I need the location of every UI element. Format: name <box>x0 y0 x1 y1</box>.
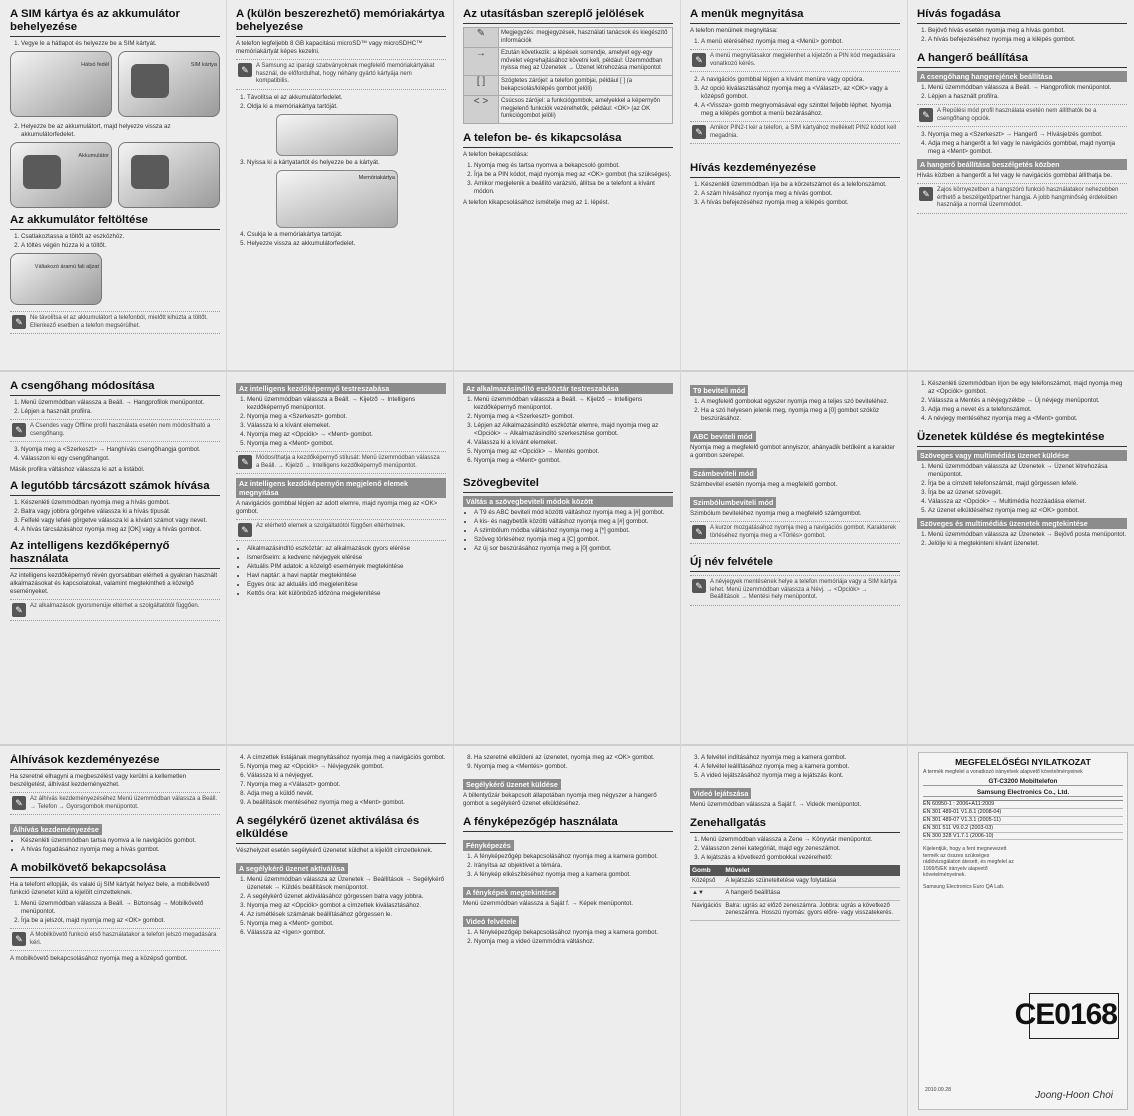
subsection-title: Az intelligens kezdőképernyőn megjelenő elemek megnyitása <box>236 478 446 498</box>
subsection-title: Számbeviteli mód <box>690 468 757 479</box>
list-item: 4. A címzettek listájának megnyitásához nyomja meg a navigációs gombot. <box>247 754 446 762</box>
panel-divider <box>0 370 1134 372</box>
table-cell: Csúcsos zárójel: a funkciógombok, amelyekkel a képernyőn megjelenő funkciók vezérelhetők, például: <OK> (az OK funkciógombot jelöli) <box>499 96 673 124</box>
note-icon: ✎ <box>692 525 706 539</box>
menus-section <box>690 8 900 366</box>
list-item: 2. Válassza a Mentés a névjegyzékbe → Új névjegy menüpontot. <box>928 397 1127 405</box>
list-item: 2. Helyezze be az akkumulátort, majd helyezze vissza az akkumulátorfedelet. <box>21 123 220 139</box>
list-item: 1. A megfelelő gombokat egyszer nyomja meg a teljes szó beviteléhez. <box>701 398 900 406</box>
list-item: 2. Nyomja meg a <Szerkeszt> gombot. <box>247 413 446 421</box>
note-box <box>236 451 446 474</box>
list-item: 3. Az opció kiválasztásához nyomja meg a <Választ>, az <OK> vagy a középső gombot. <box>701 85 900 101</box>
list-item: 2. A töltés végén húzza ki a töltőt. <box>21 242 220 250</box>
list-item: 2. A segélykérő üzenet aktiválásához görgessen balra vagy jobbra. <box>247 893 446 901</box>
list-item: • A kis- és nagybetűk közötti váltáshoz nyomja meg a [#] gombot. <box>474 518 673 526</box>
declaration-company: Samsung Electronics Co., Ltd. <box>923 789 1123 797</box>
input-modes-section <box>690 380 900 740</box>
paragraph: A telefon legfeljebb 8 GB kapacitású microSD™ vagy microSDHC™ memóriakártyát képes kezelni. <box>236 40 423 55</box>
note-icon: ✎ <box>12 315 26 329</box>
list-item: 1. Bejövő hívás esetén nyomja meg a hívás gombot. <box>928 27 1127 35</box>
section-title: Hívás kezdeményezése <box>690 162 900 178</box>
list-item: 6. Válassza ki a névjegyet. <box>247 772 446 780</box>
list-item: 5. Nyomja meg a <Ment> gombot. <box>247 920 446 928</box>
paragraph: A telefon kikapcsolásához ismételje meg az 1. lépést. <box>463 198 610 206</box>
list-item: 2. Lépjen a használt profilra. <box>21 408 220 416</box>
sim-illustration <box>10 51 220 117</box>
list-item: 2. Oldja ki a memóriakártya tartóját. <box>247 103 446 111</box>
table-cell: A lejátszás szüneteltetése vagy folytatása <box>723 876 900 888</box>
subsection-title: Szimbólumbeviteli mód <box>690 497 776 508</box>
table-header: Gomb <box>690 865 723 876</box>
list-item: 2. Jelölje ki a megtekinteni kívánt üzenetet. <box>928 540 1127 548</box>
subsection-title: A hangerő beállítása beszélgetés közben <box>917 159 1127 170</box>
standards-list <box>923 800 1123 840</box>
subsection-title: Videó lejátszása <box>690 788 751 799</box>
ringtone-section <box>10 380 220 740</box>
list-item: 3. Írja be az üzenet szövegét. <box>928 489 1127 497</box>
paragraph: Másik profilra váltáshoz válassza ki azt a listából. <box>10 466 145 474</box>
table-cell: Középső <box>690 876 723 888</box>
section-title: Az utasításban szereplő jelölések <box>463 8 673 24</box>
note-icon: ✎ <box>12 423 26 437</box>
paragraph: A telefon menüinek megnyitása: <box>690 27 778 34</box>
list-item: 1. Menü üzemmódban válassza a Beáll. → Kijelző → Intelligens kezdőképernyő menüpontot. <box>247 396 446 412</box>
table-row <box>464 28 673 48</box>
subsection-title: Váltás a szövegbeviteli módok között <box>463 496 673 507</box>
list-item: 3. Lépjen az Alkalmazásindító eszköztár elemre, majd nyomja meg az <Opciók> → Alkalmazásindító szerkesztése gombot. <box>474 422 673 438</box>
list-item: 5. Helyezze vissza az akkumulátorfedelet. <box>247 240 446 248</box>
column-divider <box>680 0 681 1116</box>
note-box <box>10 419 220 442</box>
list-item: 3. Nyomja meg a <Szerkeszt> → Hangerő → Hívásjelzés gombot. <box>928 131 1127 139</box>
list-item: 3. Nyomja meg az <Opciók> gombot a címzettek kiválasztásához. <box>247 902 446 910</box>
list-item: • Alkalmazásindító eszköztár: az alkalmazások gyors elérése <box>247 545 446 553</box>
list-item: 2. A hívás befejezéséhez nyomja meg a kilépés gombot. <box>928 36 1127 44</box>
note-box <box>690 575 900 606</box>
table-row <box>464 75 673 95</box>
subsection-title: Segélykérő üzenet küldése <box>463 779 561 790</box>
list-item: 3. Adja meg a nevet és a telefonszámot. <box>928 406 1127 414</box>
signature: Joong-Hoon Choi <box>1035 1090 1113 1101</box>
table-cell: Navigációs <box>690 900 723 920</box>
symbol-icon: < > <box>464 96 499 124</box>
note-text: A Repülési mód profil használata esetén nem állíthatók be a csengőhang opciók. <box>937 108 1097 122</box>
paragraph: A mobilkövető bekapcsolásához nyomja meg a középső gombot. <box>10 955 188 963</box>
note-box <box>10 792 220 815</box>
list-item: 5. Nyomja meg a <Ment> gombot. <box>247 440 446 448</box>
note-icon: ✎ <box>238 63 252 77</box>
list-item: 1. Menü üzemmódban válassza az Üzenetek → Bejövő posta menüpontot. <box>928 531 1127 539</box>
table-cell: A hangerő beállítása <box>723 888 900 900</box>
list-item: 3. Válassza ki a kívánt elemeket. <box>247 422 446 430</box>
list-item: 8. Ha szeretné elküldeni az üzenetet, nyomja meg az <OK> gombot. <box>474 754 673 762</box>
list-item: 4. A felvétel leállításához nyomja meg a kamera gombot. <box>701 763 900 771</box>
list-item: • Az új sor beszúrásához nyomja meg a [0] gombot. <box>474 545 673 553</box>
note-text: Módosíthatja a kezdőképernyő stílusát: Menü üzemmódban válassza a Beáll. → Kijelző → Intelligens kezdőképernyő menüpontot. <box>256 455 440 469</box>
column-divider <box>226 0 227 1116</box>
note-box <box>690 49 900 72</box>
table-row <box>464 96 673 124</box>
list-item: 1. Távolítsa el az akkumulátorfedelet. <box>247 94 446 102</box>
list-item: 1. Menü üzemmódban válassza a Beáll. → Biztonság → Mobilkövető menüpontot. <box>21 900 220 916</box>
note-box <box>10 599 220 621</box>
list-item: 4. Az ismétlések számának beállításához görgessen le. <box>247 911 446 919</box>
list-item: 3. A felvétel indításához nyomja meg a kamera gombot. <box>701 754 900 762</box>
paragraph: Ha a telefont ellopják, és valaki új SIM kártyát helyez bele, a mobilkövető funkció üzenetet küld a kijelölt címzetteknek. <box>10 881 210 897</box>
list-item: 4. A hívás tárcsázásához nyomja meg az [OK] vagy a hívás gombot. <box>21 526 220 534</box>
charger-illustration <box>10 253 220 305</box>
section-title: A SIM kártya és az akkumulátor behelyezése <box>10 8 220 37</box>
note-icon: ✎ <box>692 53 706 67</box>
section-title: A csengőhang módosítása <box>10 380 220 396</box>
list-item: 2. Lépjen a használt profilra. <box>928 93 1127 101</box>
note-text: Ne távolítsa el az akkumulátort a telefonból, mielőtt kihúzta a töltőt. Ellenkező esetben a telefon megsérülhet. <box>30 315 208 329</box>
note-text: Zajos környezetben a hangszóró funkció használatakor nehezebben érthető a beszélgetőpartner hangja. A jobb hangminőség érdekében használja a normál üzemmódot. <box>937 187 1119 209</box>
list-item: 1. Menü üzemmódban válassza az Üzenetek → Beállítások → Segélykérő üzenetek → Küldés beállítások menüpontot. <box>247 876 446 892</box>
column-divider <box>907 0 908 1116</box>
declaration-text: Kijelentjük, hogy a fent megnevezett termék az összes szükséges rádióvizsgálaton átesett, és megfelel az 1999/5/EK irányelv alapvető követelményeinek. <box>923 846 1014 879</box>
list-item: 1. Készenléti üzemmódban írja be a körzetszámot és a telefonszámot. <box>701 181 900 189</box>
declaration-model: GT-C3200 Mobiltelefon <box>923 778 1123 786</box>
note-icon: ✎ <box>692 579 706 593</box>
symbol-icon: → <box>464 48 499 76</box>
list-item: • Havi naptár: a havi naptár megtekintése <box>247 572 446 580</box>
paragraph: A billentyűzár bekapcsolt állapotában nyomja meg négyszer a hangerő gombot a segélykérő üzenet elküldéséhez. <box>463 792 657 807</box>
section-title: A mobilkövető bekapcsolása <box>10 862 220 878</box>
note-text: A menü megnyitásakor megjelenhet a kijelzőn a PIN kód megadására vonatkozó kérés. <box>710 53 896 67</box>
list-item: 1. A menü eléréséhez nyomja meg a <Menü> gombot. <box>701 38 900 46</box>
paragraph: Ha szeretné elhagyni a megbeszélést vagy kerülni a kellemetlen beszélgetést, álhívást kezdeményezhet. <box>10 773 187 788</box>
standard-item: EN 301 489-07 V1.3.1 (2005-11) <box>923 817 1123 825</box>
camera-section <box>463 754 673 1110</box>
note-text: Az álhívás kezdeményezéséhez Menü üzemmódban válassza a Beáll. → Telefon → Gyorsgombok menüpontot. <box>30 796 218 810</box>
subsection-title: A csengőhang hangerejének beállítása <box>917 71 1127 82</box>
note-text: Amikor PIN2-t kér a telefon, a SIM kártyához mellékelt PIN2 kódot kell megadnia. <box>710 125 897 139</box>
declaration-title: MEGFELELŐSÉGI NYILATKOZAT <box>955 757 1091 767</box>
section-title: Az akkumulátor feltöltése <box>10 214 220 230</box>
note-box <box>917 183 1127 214</box>
section-title: A telefon be- és kikapcsolása <box>463 132 673 148</box>
paragraph: Az intelligens kezdőképernyő révén gyorsabban elérheti a gyakran használt alkalmazásokat és kapcsolatokat, valamint megtekintheti a közelgő eseményeket. <box>10 572 218 596</box>
list-item: • A szimbólum módba váltáshoz nyomja meg a [*] gombot. <box>474 527 673 535</box>
list-item: • Kettős óra: két különböző időzóna megjelenítése <box>247 590 446 598</box>
paragraph: Nyomja meg a megfelelő gombot annyiszor, ahányadik betűként a karakter a gombon szerepel. <box>690 444 895 459</box>
list-item: • Készenléti üzemmódban tartsa nyomva a le navigációs gombot. <box>21 837 220 845</box>
list-item: 3. A lejátszás a következő gombokkal vezérelhető: <box>701 854 900 862</box>
list-item: 3. Nyissa ki a kártyatartót és helyezze be a kártyát. <box>247 159 446 167</box>
list-item: 7. Nyomja meg a <Választ> gombot. <box>247 781 446 789</box>
list-item: 1. Menü üzemmódban válassza a Beáll. → Kijelző → Intelligens kezdőképernyő menüpontot. <box>474 396 673 412</box>
list-item: • Egyes óra: az aktuális idő megjelenítése <box>247 581 446 589</box>
list-item: 1. A fényképezőgép bekapcsolásához nyomja meg a kamera gombot. <box>474 853 673 861</box>
list-item: 1. A fényképezőgép bekapcsolásához nyomja meg a kamera gombot. <box>474 929 673 937</box>
note-icon: ✎ <box>12 932 26 946</box>
note-icon: ✎ <box>692 125 706 139</box>
app-launcher-text-input-section <box>463 380 673 740</box>
subsection-title: Szöveges és multimédiás üzenetek megtekintése <box>917 518 1127 529</box>
subsection-title: Fényképezés <box>463 840 514 851</box>
note-box <box>10 928 220 951</box>
list-item: 4. Válassza az <Opciók> → Multimédia hozzáadása elemet. <box>928 498 1127 506</box>
list-item: 3. A hívás befejezéséhez nyomja meg a kilépés gombot. <box>701 199 900 207</box>
section-title: A legutóbb tárcsázott számok hívása <box>10 480 220 496</box>
list-item: 1. Csatlakoztassa a töltőt az eszközhöz. <box>21 233 220 241</box>
list-item: 5. A videó lejátszásához nyomja meg a lejátszás ikont. <box>701 772 900 780</box>
note-box <box>690 121 900 144</box>
subsection-title: Szöveges vagy multimédiás üzenet küldése <box>917 450 1127 461</box>
paragraph: Menü üzemmódban válassza a Saját f. → Videók menüpontot. <box>690 801 862 808</box>
list-item: 4. Adja meg a hangerőt a fel vagy le navigációs gombbal, majd nyomja meg a <Ment> gombot. <box>928 140 1127 156</box>
figure-caption: SIM kártya <box>190 62 217 68</box>
table-cell: Balra: ugrás az előző zeneszámra. Jobbra: ugrás a következő zeneszámra. Hosszú nyomás: gyors előre- vagy visszatekerés. <box>723 900 900 920</box>
list-item: • A T9 és ABC beviteli mód közötti váltáshoz nyomja meg a [#] gombot. <box>474 509 673 517</box>
list-item: • Ismerőseim: a kedvenc névjegyek elérése <box>247 554 446 562</box>
list-item: 2. A szám hívásához nyomja meg a hívás gombot. <box>701 190 900 198</box>
list-item: 3. A fénykép elkészítéséhez nyomja meg a kamera gombot. <box>474 871 673 879</box>
list-item: 2. Nyomja meg a <Szerkeszt> gombot. <box>474 413 673 421</box>
memory-card-section <box>236 8 446 366</box>
list-item: 4. A névjegy mentéséhez nyomja meg a <Ment> gombot. <box>928 415 1127 423</box>
paragraph: Hívás közben a hangerőt a fel vagy le navigációs gombbal állíthatja be. <box>917 172 1113 180</box>
paragraph: A telefon bekapcsolása: <box>463 150 529 158</box>
list-item: 5. Nyomja meg az <Opciók> → Mentés gombot. <box>474 448 673 456</box>
list-item: 6. Nyomja meg a <Ment> gombot. <box>474 457 673 465</box>
figure-caption: Hátsó fedél <box>81 62 109 68</box>
list-item: • A hívás fogadásához nyomja meg a hívás gombot. <box>21 846 220 854</box>
table-cell: Ezután következik: a lépések sorrendje, amelyet egy-egy művelet végrehajtásához követni kell, például: Üzemmódban nyissa meg az Üzenetek → Üzenet létrehozása menüpontot <box>499 48 673 76</box>
table-header-row <box>690 865 900 876</box>
subsection-title: Videó felvétele <box>463 916 519 927</box>
subsection-title: A fényképek megtekintése <box>463 887 559 898</box>
declaration-representative: Samsung Electronics Euro QA Lab. <box>923 884 1005 891</box>
paragraph: Menü üzemmódban válassza a Saját f. → Képek menüpontot. <box>463 900 633 907</box>
section-title: Szövegbevitel <box>463 477 673 493</box>
subsection-title: Álhívás kezdeményezése <box>10 824 102 835</box>
list-item: 1. Menü üzemmódban válassza a Beáll. → Hangprofilok menüpontot. <box>928 84 1127 92</box>
section-title: Üzenetek küldése és megtekintése <box>917 431 1127 447</box>
list-item: 5. Az üzenet elküldéséhez nyomja meg az <OK> gombot. <box>928 507 1127 515</box>
ce-mark: CE0168 <box>1014 998 1117 1031</box>
list-item: 3. Nyomja meg a <Szerkeszt> → Hanghívás csengőhangja gombot. <box>21 446 220 454</box>
symbol-icon: [ ] <box>464 75 499 95</box>
standard-item: EN 301 489-01 V1.8.1 (2008-04) <box>923 809 1123 817</box>
figure-caption: Váltakozó áramú fali aljzat <box>34 264 99 270</box>
note-icon: ✎ <box>12 603 26 617</box>
section-title: Új név felvétele <box>690 556 900 572</box>
list-item: 2. Írja be a címzett telefonszámát, majd görgessen lefelé. <box>928 480 1127 488</box>
note-text: A névjegyek mentésének helye a telefon memóriája vagy a SIM kártya lehet. Menü üzemmódban válassza a Névj. → <Opciók> → Beállítások → Mentési hely menüpontot. <box>710 579 897 601</box>
note-icon: ✎ <box>919 187 933 201</box>
list-item: • Aktuális PIM adatok: a közelgő események megtekintése <box>247 563 446 571</box>
symbols-section <box>463 8 673 366</box>
list-item: 2. Balra vagy jobbra görgetve válassza ki a hívás típusát. <box>21 508 220 516</box>
note-text: Az alkalmazások gyorsmenüje eltérhet a szolgáltatótól függően. <box>30 603 200 610</box>
list-item: 2. Válasszon zenei kategóriát, majd egy zeneszámot. <box>701 845 900 853</box>
note-icon: ✎ <box>238 455 252 469</box>
list-item: 1. Készenléti üzemmódban nyomja meg a hívás gombot. <box>21 499 220 507</box>
list-item: 4. Nyomja meg az <Opciók> → <Ment> gombot. <box>247 431 446 439</box>
memory-card-illustration <box>276 170 398 228</box>
list-item: 1. Vegye le a hátlapot és helyezze be a SIM kártyát. <box>21 40 220 48</box>
memory-card-illustration <box>276 114 398 156</box>
note-text: Az elérhető elemek a szolgáltatótól függően eltérhetnek. <box>256 523 406 530</box>
subsection-title: T9 beviteli mód <box>690 385 748 396</box>
list-item: 2. Ha a szó helyesen jelenik meg, nyomja meg a [0] gombot szóköz beszúrásához. <box>701 407 900 423</box>
list-item: 1. Menü üzemmódban válassza a Beáll. → Hangprofilok menüpontot. <box>21 399 220 407</box>
table-row <box>464 48 673 76</box>
paragraph: Szimbólum beviteléhez nyomja meg a megfelelő számgombot. <box>690 510 862 517</box>
section-title: Az intelligens kezdőképernyő használata <box>10 540 220 569</box>
table-row <box>690 876 900 888</box>
list-item: 4. A <Vissza> gomb megnyomásával egy szinttel feljebb léphet. Nyomja meg a kilépés gombot a menü bezárásához. <box>701 102 900 118</box>
table-cell: Megjegyzés: megjegyzések, használati tanácsok és kiegészítő információk <box>499 28 673 48</box>
paragraph: Számbevitel esetén nyomja meg a megfelelő gombot. <box>690 481 838 488</box>
note-text: A Mobilkövető funkció első használatakor a telefon jelszó megadására kéri. <box>30 932 217 946</box>
section-title: A segélykérő üzenet aktiválása és elküldése <box>236 815 446 844</box>
symbol-icon: ✎ <box>464 28 499 48</box>
sos-section <box>236 754 446 1110</box>
list-item: 1. Nyomja meg és tartsa nyomva a bekapcsoló gombot. <box>474 162 673 170</box>
music-section <box>690 754 900 1110</box>
section-title: A menük megnyitása <box>690 8 900 24</box>
table-cell: Szögletes zárójel: a telefon gombjai, például [ ] (a bekapcsolás/kilépés gombot jelöli) <box>499 75 673 95</box>
subsection-title: ABC beviteli mód <box>690 431 756 442</box>
note-box <box>236 519 446 541</box>
note-icon: ✎ <box>919 108 933 122</box>
declaration-of-conformity <box>918 752 1128 1110</box>
paragraph: A navigációs gombbal lépjen az adott elemre, majd nyomja meg az <OK> gombot. <box>236 500 438 516</box>
note-box <box>236 59 446 90</box>
call-volume-section <box>917 8 1127 366</box>
note-icon: ✎ <box>238 523 252 537</box>
list-item: 4. Válasszon ki egy csengőhangot. <box>21 455 220 463</box>
messages-section <box>917 380 1127 740</box>
list-item: 1. Menü üzemmódban válassza a Zene → Könyvtár menüpontot. <box>701 836 900 844</box>
note-text: A Csendes vagy Offline profil használata esetén nem módosítható a csengőhang. <box>30 423 211 437</box>
subsection-title: A segélykérő üzenet aktiválása <box>236 863 348 874</box>
paragraph: Vészhelyzet esetén segélykérő üzenetet küldhet a kijelölt címzetteknek. <box>236 847 433 854</box>
controls-table <box>690 865 900 921</box>
list-item: 9. Nyomja meg a <Mentés> gombot. <box>474 763 673 771</box>
panel-divider <box>0 744 1134 746</box>
list-item: 2. Irányítsa az objektívet a témára. <box>474 862 673 870</box>
list-item: 9. A beállítások mentéséhez nyomja meg a <Ment> gombot. <box>247 799 446 807</box>
note-text: A Samsung az iparági szabványoknak megfelelő memóriakártyákat használ, de előfordulhat, hogy néhány gyártó kártyája nem kompatibilis. <box>256 63 435 85</box>
note-box <box>690 521 900 544</box>
standard-item: EN 60950-1 : 2006+A11:2009 <box>923 801 1123 809</box>
standard-item: EN 301 511 V9.0.2 (2003-03) <box>923 825 1123 833</box>
sim-battery-section <box>10 8 220 366</box>
section-title: Zenehallgatás <box>690 817 900 833</box>
note-box <box>917 104 1127 127</box>
list-item: 6. Válassza az <Igen> gombot. <box>247 929 446 937</box>
section-title: Hívás fogadása <box>917 8 1127 24</box>
section-title: A (külön beszerezhető) memóriakártya behelyezése <box>236 8 446 37</box>
declaration-date: 2010.09.28 <box>925 1087 951 1093</box>
figure-caption: Akkumulátor <box>78 153 109 159</box>
list-item: 8. Adja meg a küldő nevét. <box>247 790 446 798</box>
battery-illustration <box>10 142 220 208</box>
figure-caption: Memóriakártya <box>358 174 395 181</box>
table-row <box>690 888 900 900</box>
note-box <box>10 311 220 334</box>
list-item: 3. Amikor megjelenik a beállító varázsló, állítsa be a telefont a kívánt módon. <box>474 180 673 196</box>
section-title: A hangerő beállítása <box>917 52 1127 68</box>
note-icon: ✎ <box>12 796 26 810</box>
column-divider <box>453 0 454 1116</box>
table-cell: ▲▼ <box>690 888 723 900</box>
list-item: 1. Menü üzemmódban válassza az Üzenetek → Üzenet létrehozása menüpontot. <box>928 463 1127 479</box>
declaration-text: A termék megfelel a vonatkozó irányelvek alapvető követelményeinek <box>923 769 1083 775</box>
list-item: • Szöveg törléséhez nyomja meg a [C] gombot. <box>474 536 673 544</box>
symbols-table <box>463 27 673 124</box>
list-item: 5. Nyomja meg az <Opciók> → Névjegyzék gombot. <box>247 763 446 771</box>
subsection-title: Az intelligens kezdőképernyő testreszabása <box>236 383 446 394</box>
list-item: 2. A navigációs gombbal lépjen a kívánt menüre vagy opcióra. <box>701 76 900 84</box>
list-item: 4. Csukja le a memóriakártya tartóját. <box>247 231 446 239</box>
smart-home-section <box>236 380 446 740</box>
table-header: Művelet <box>723 865 900 876</box>
table-row <box>690 900 900 920</box>
section-title: A fényképezőgép használata <box>463 816 673 832</box>
standard-item: EN 300 328 V1.7.1 (2006-10) <box>923 833 1123 841</box>
list-item: 3. Felfelé vagy lefelé görgetve válassza ki a kívánt számot vagy nevet. <box>21 517 220 525</box>
list-item: 2. Nyomja meg a videó üzemmódra váltáshoz. <box>474 938 673 946</box>
fake-call-section <box>10 754 220 1110</box>
list-item: 2. Írja be a jelszót, majd nyomja meg az <OK> gombot. <box>21 917 220 925</box>
section-title: Álhívások kezdeményezése <box>10 754 220 770</box>
subsection-title: Az alkalmazásindító eszköztár testreszabása <box>463 383 673 394</box>
list-item: 4. Válassza ki a kívánt elemeket. <box>474 439 673 447</box>
note-text: A kurzor mozgatásához nyomja meg a navigációs gombot. Karakterek törléséhez nyomja meg a <Törlés> gombot. <box>710 525 897 539</box>
list-item: 2. Írja be a PIN kódot, majd nyomja meg az <OK> gombot (ha szükséges). <box>474 171 673 179</box>
list-item: 1. Készenléti üzemmódban írjon be egy telefonszámot, majd nyomja meg az <Opciók> gombot. <box>928 380 1127 396</box>
